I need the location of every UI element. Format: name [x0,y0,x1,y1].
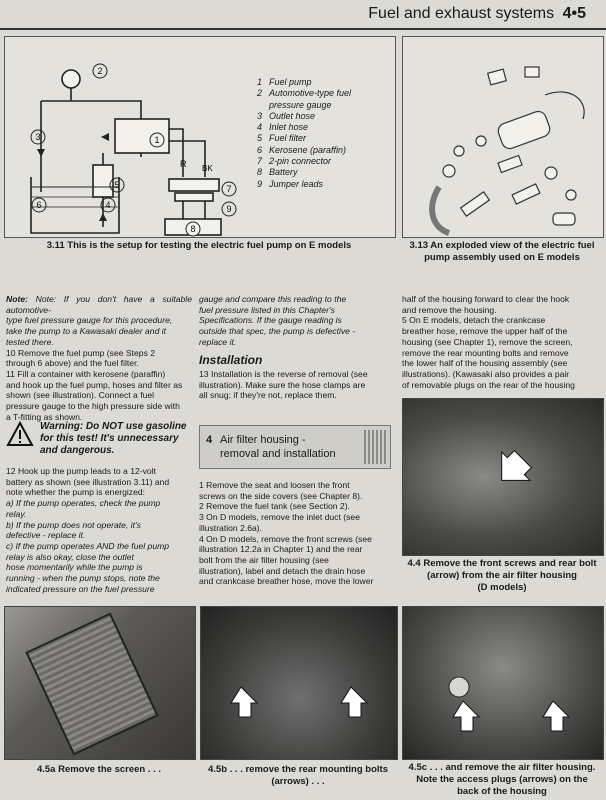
callout-5: 5 [114,180,120,190]
wire-label-bk: BK [202,164,213,173]
figure-legend: 1 Fuel pump 2 Automotive-type fuel pressure gauge 3 Outlet hose 4 Inlet hose 5 Fuel filter 6 Kerosene (paraffin) 7 2-pin connector 8 Battery 9 Jumper leads [257,77,352,189]
page-header [368,5,586,23]
callout-6: 6 [36,200,42,210]
photo-4-5a [4,606,196,760]
arrow-icon-right [543,701,569,731]
caption-3-11: 3.11 This is the setup for testing the electric fuel pump on E models [46,240,352,251]
item-b: b) If the pump does not operate, it's defective - replace it. [6,519,141,541]
caption-3-13: 3.13 An exploded view of the electric fuel pump assembly used on E models [409,240,595,263]
column-3: half of the housing forward to clear the hook and remove the housing. 5 On E models, detach the crankcase breather hose, remove the upper half of the housing (see Chapter 1), remove the screen, remove the rear mounting bolts and remove the lower half of the housing assembly (see illustrations). (Kawasaki also provides a pair of removable plugs on the rear of the housing [402,294,575,390]
step-10: 10 Remove the fuel pump (see Steps 2 through 6 above) and the fuel filter. [6,347,156,369]
step-13: 13 Installation is the reverse of removal (see illustration). Make sure the hose clamps are all snug; if they're not, replace them. [199,369,368,401]
caption-4-5a: 4.5a Remove the screen . . . [36,764,162,775]
callout-7: 7 [226,184,232,194]
arrow-icon [488,445,537,494]
callout-8: 8 [190,224,196,234]
section-number: 4 [206,434,213,446]
header-rule [0,28,606,30]
arrow-icon-left [231,687,257,717]
caption-4-5c: 4.5c . . . and remove the air filter housing. Note the access plugs (arrows) on the back of the housing [408,762,596,797]
pump-body-drawing [496,109,552,151]
figure-3-11 [4,36,396,238]
pressure-gauge [62,70,80,88]
photo-4-4 [402,398,604,556]
header-title: Fuel and exhaust systems [368,5,555,22]
warning-text: Warning: Do NOT use gasoline for this test! It's unnecessary and dangerous. [40,421,187,456]
warning-box [6,421,192,463]
fuel-filter-symbol [93,165,113,197]
item-c: c) If the pump operates AND the fuel pump relay is also okay, close the outlet hose momentarily while the pump is running - when the pump stops, note the indicated pressure on the fuel pressure [6,540,170,594]
step-12: 12 Hook up the pump leads to a 12-volt battery as shown (see illustration 3.11) and note whether the pump is energized: [6,466,170,498]
exploded-pump-drawing [403,37,603,237]
warning-icon [6,421,34,447]
caption-4-4: 4.4 Remove the front screws and rear bolt (arrow) from the air filter housing (D models) [407,558,597,593]
photo-4-5c [402,606,604,760]
connector-symbol [169,179,219,191]
arrow-icon-right [341,687,367,717]
photo-4-5b [200,606,398,760]
section-title: Air filter housing - [220,434,306,446]
section-subtitle: removal and installation [220,448,336,460]
callout-4: 4 [105,200,111,210]
wrench-icon [364,430,386,464]
item-c-continued: gauge and compare this reading to the fuel pressure listed in this Chapter's Specifications. If the gauge reading is outside that spec, the pump is defective - replace it. [199,294,356,347]
callout-3: 3 [35,132,41,142]
page-number: 4•5 [562,5,586,22]
callout-9: 9 [226,204,232,214]
arrow-icon-left [453,701,479,731]
note-paragraph: Note: Note: If you don't have a suitable automotive- type fuel pressure gauge for this procedure, take the pump to a Kawasaki dealer and it tested there. [6,294,192,347]
section-4-header [199,425,391,469]
installation-heading: Installation [199,353,263,367]
column-2 [199,294,389,348]
caption-4-5b: 4.5b . . . remove the rear mounting bolts (arrows) . . . [207,764,388,787]
section-4-steps: 1 Remove the seat and loosen the front screws on the side covers (see Chapter 8). 2 Remove the fuel tank (see Section 2). 3 On D models, remove the inlet duct (see illustration 2.6a). 4 On D models, remove the front screws (see illustration 12.2a in Chapter 1) and the rear bolt from the air filter housing (see illustration), label and detach the drain hose and crankcase breather hose, move the lower [199,480,374,587]
callout-2: 2 [97,66,103,76]
column-1-lower [6,466,192,594]
callout-1: 1 [154,135,160,145]
wire-label-r: R [180,159,187,169]
column-1 [6,294,192,422]
step-11: 11 Fill a container with kerosene (paraffin) and hook up the fuel pump, hoses and filter as shown (see illustration). Connect a fuel pressure gauge to the high pressure side with a T-fitting as shown. [6,368,183,422]
figure-3-13 [402,36,604,238]
item-a: a) If the pump operates, check the pump relay. [6,498,161,519]
